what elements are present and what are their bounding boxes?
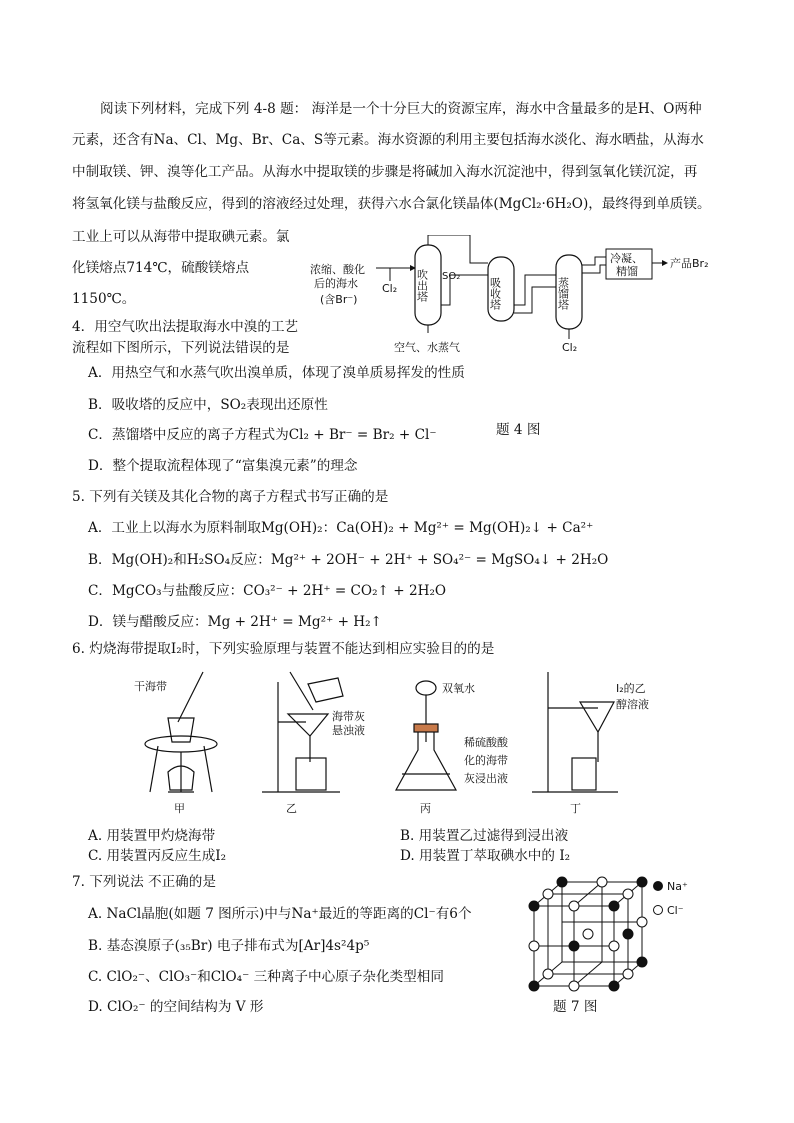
q7-option-a: A. NaCl晶胞(如题 7 图所示)中与Na⁺最近的等距离的Cl⁻有6个 [88, 906, 472, 922]
tower3-label: 蒸馏塔 [556, 277, 570, 310]
passage-line-5: 工业上可以从海带中提取碘元素。氯 [72, 229, 290, 245]
bromine-extraction-flowchart [310, 235, 730, 357]
cl2-bottom-label: Cl₂ [562, 341, 578, 354]
passage-line-7: 1150℃。 [72, 291, 136, 307]
label-kelp-ash-2: 悬浊液 [332, 724, 365, 737]
label-ding-2: 醇溶液 [616, 698, 649, 711]
caption-jia: 甲 [174, 802, 185, 815]
q7-figure-caption: 题 7 图 [553, 999, 598, 1015]
label-ding-1: I₂的乙 [616, 682, 646, 695]
q6-stem: 6. 灼烧海带提取I₂时，下列实验原理与装置不能达到相应实验目的的是 [72, 641, 495, 657]
q5-stem: 5. 下列有关镁及其化合物的离子方程式书写正确的是 [72, 489, 389, 505]
label-h2o2: 双氧水 [442, 682, 475, 695]
passage-line-1: 阅读下列材料，完成下列 4-8 题： 海洋是一个十分巨大的资源宝库，海水中含量最多的是H、O两种 [100, 101, 702, 117]
legend-cl-marker [654, 906, 663, 915]
q4-option-b: B．吸收塔的反应中，SO₂表现出还原性 [88, 397, 328, 413]
apparatus-bing [396, 681, 456, 790]
so2-label: SO₂ [442, 271, 461, 282]
label-bing-2: 化的海带 [464, 754, 508, 767]
caption-ding: 丁 [570, 802, 581, 815]
q6-option-b: B. 用装置乙过滤得到浸出液 [400, 828, 569, 844]
box-label-1: 冷凝、 [610, 252, 643, 265]
box-label-2: 精馏 [616, 265, 638, 278]
label-bing-1: 稀硫酸酸 [464, 736, 508, 749]
q6-option-a: A. 用装置甲灼烧海带 [88, 828, 216, 844]
q4-option-d: D．整个提取流程体现了“富集溴元素”的理念 [88, 458, 358, 474]
feed-label-3: (含Br⁻) [320, 293, 358, 306]
q5-option-a: A．工业上以海水为原料制取Mg(OH)₂：Ca(OH)₂ + Mg²⁺ = Mg(OH)₂↓ + Ca²⁺ [88, 520, 594, 536]
passage-line-6: 化镁熔点714℃，硫酸镁熔点 [72, 260, 250, 276]
passage-line-2: 元素，还含有Na、Cl、Mg、Br、Ca、S等元素。海水资源的利用主要包括海水淡化、海水晒盐，从海水 [72, 132, 704, 148]
label-kelp-ash-1: 海带灰 [332, 710, 365, 723]
apparatus-yi [262, 672, 343, 792]
q5-option-c: C．MgCO₃与盐酸反应：CO₃²⁻ + 2H⁺ = CO₂↑ + 2H₂O [88, 583, 447, 599]
caption-yi: 乙 [286, 802, 297, 815]
q4-figure-caption: 题 4 图 [496, 422, 541, 438]
passage-line-3: 中制取镁、钾、溴等化工产品。从海水中提取镁的步骤是将碱加入海水沉淀池中，得到氢氧化镁沉淀，再 [72, 164, 698, 180]
q7-option-c: C. ClO₂⁻、ClO₃⁻和ClO₄⁻ 三种离子中心原子杂化类型相同 [88, 969, 444, 985]
label-dry-kelp: 干海带 [134, 680, 167, 693]
q4-stem-1: 4．用空气吹出法提取海水中溴的工艺 [72, 319, 299, 335]
q7-option-d: D. ClO₂⁻ 的空间结构为 V 形 [88, 999, 264, 1015]
cl2-inlet-label: Cl₂ [382, 282, 398, 295]
product-label: 产品Br₂ [670, 257, 709, 270]
q6-apparatus-figure [128, 662, 662, 818]
legend-na-marker [654, 882, 663, 891]
air-steam-label: 空气、水蒸气 [394, 341, 460, 354]
q5-option-b: B．Mg(OH)₂和H₂SO₄反应：Mg²⁺ + 2OH⁻ + 2H⁺ + SO₄²⁻ = MgSO₄↓ + 2H₂O [88, 552, 609, 568]
q6-option-d: D. 用装置丁萃取碘水中的 I₂ [400, 848, 571, 864]
q7-option-b: B. 基态溴原子(₃₅Br) 电子排布式为[Ar]4s²4p⁵ [88, 938, 370, 954]
q4-option-c: C．蒸馏塔中反应的离子方程式为Cl₂ + Br⁻ = Br₂ + Cl⁻ [88, 427, 437, 443]
feed-label-1: 浓缩、酸化 [310, 263, 365, 276]
nacl-unit-cell [520, 872, 710, 1012]
q4-stem-2: 流程如下图所示，下列说法错误的是 [72, 340, 290, 356]
q6-option-c: C. 用装置丙反应生成I₂ [88, 848, 227, 864]
caption-bing: 丙 [420, 802, 431, 815]
label-bing-3: 灰浸出液 [464, 772, 508, 785]
legend-na-label: Na⁺ [667, 880, 688, 893]
apparatus-ding [532, 672, 618, 792]
legend-cl-label: Cl⁻ [667, 904, 684, 917]
tower2-label: 吸收塔 [488, 277, 502, 310]
q7-stem: 7. 下列说法 不正确的是 [72, 874, 216, 890]
q5-option-d: D．镁与醋酸反应：Mg + 2H⁺ = Mg²⁺ + H₂↑ [88, 614, 382, 630]
feed-label-2: 后的海水 [314, 277, 358, 290]
passage-line-4: 将氢氧化镁与盐酸反应，得到的溶液经过处理，获得六水合氯化镁晶体(MgCl₂·6H₂O)，最终得到单质镁。 [72, 196, 711, 212]
tower1-label: 吹出塔 [415, 269, 429, 302]
q4-option-a: A．用热空气和水蒸气吹出溴单质，体现了溴单质易挥发的性质 [88, 365, 465, 381]
